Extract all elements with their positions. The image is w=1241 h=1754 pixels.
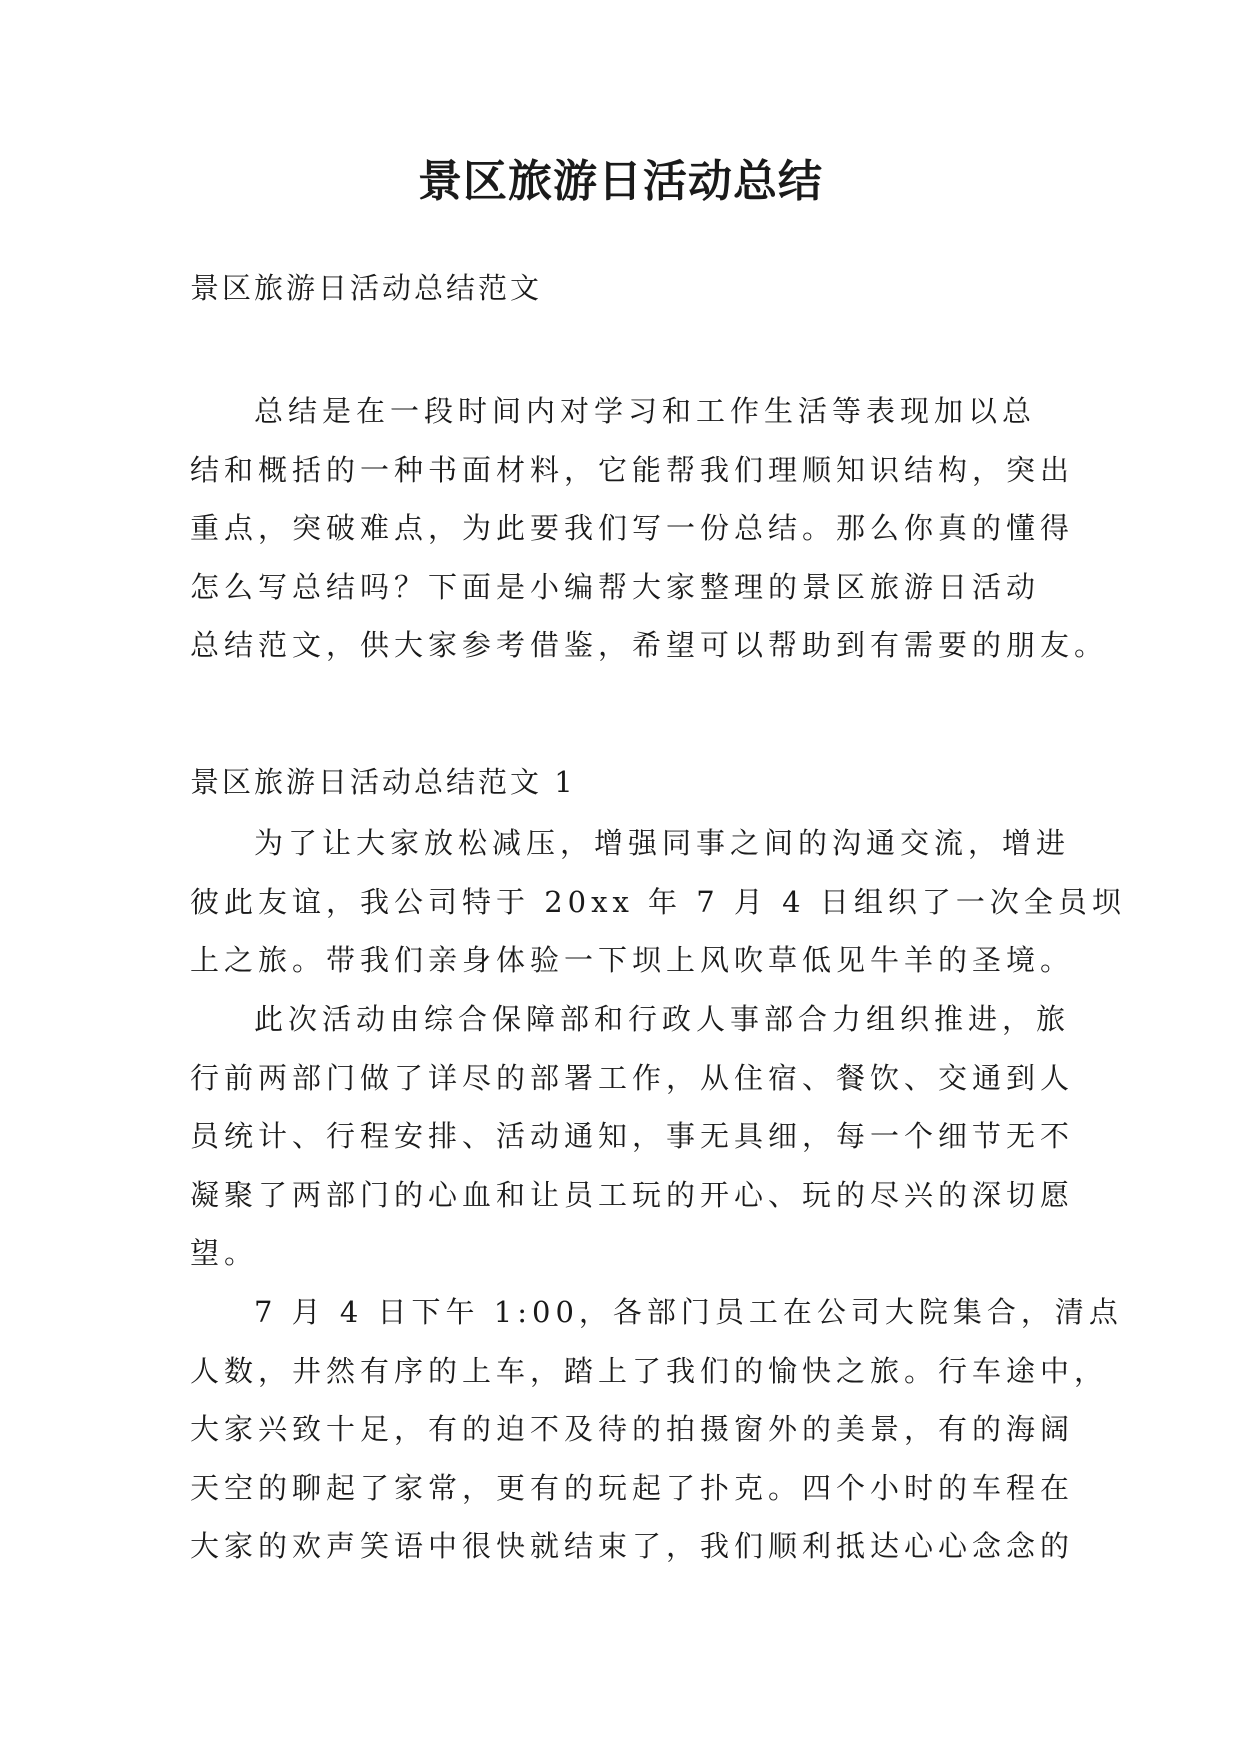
paragraph-2	[190, 990, 1075, 1283]
paragraph-3	[190, 1283, 1123, 1576]
paragraph-line: 为了让大家放松减压，增强同事之间的沟通交流，增进	[254, 826, 1071, 860]
intro-line: 总结是在一段时间内对学习和工作生活等表现加以总	[254, 394, 1037, 428]
paragraph-line: 大家兴致十足，有的迫不及待的拍摄窗外的美景，有的海阔	[190, 1412, 1075, 1446]
paragraph-line: 行前两部门做了详尽的部署工作，从住宿、餐饮、交通到人	[190, 1060, 1075, 1095]
section-heading: 景区旅游日活动总结范文 1	[190, 765, 576, 799]
paragraph-line: 此次活动由综合保障部和行政人事部合力组织推进，旅	[254, 1002, 1071, 1036]
intro-paragraph	[190, 382, 1109, 675]
paragraph-line: 凝聚了两部门的心血和让员工玩的开心、玩的尽兴的深切愿	[190, 1177, 1075, 1212]
document-title: 景区旅游日活动总结	[418, 156, 823, 207]
paragraph-line: 天空的聊起了家常，更有的玩起了扑克。四个小时的车程在	[190, 1470, 1075, 1505]
paragraph-line: 上之旅。带我们亲身体验一下坝上风吹草低见牛羊的圣境。	[190, 943, 1075, 977]
paragraph-line: 7 月 4 日下午 1:00，各部门员工在公司大院集合，清点	[254, 1295, 1123, 1329]
document-subtitle: 景区旅游日活动总结范文	[190, 271, 543, 305]
paragraph-line: 大家的欢声笑语中很快就结束了，我们顺利抵达心心念念的	[190, 1529, 1075, 1563]
paragraph-line: 彼此友谊，我公司特于 20xx 年 7 月 4 日组织了一次全员坝	[190, 884, 1126, 919]
intro-line: 怎么写总结吗？下面是小编帮大家整理的景区旅游日活动	[190, 569, 1041, 604]
intro-line: 总结范文，供大家参考借鉴，希望可以帮助到有需要的朋友。	[190, 628, 1109, 662]
intro-line: 重点，突破难点，为此要我们写一份总结。那么你真的懂得	[190, 511, 1075, 545]
paragraph-line: 人数，井然有序的上车，踏上了我们的愉快之旅。行车途中，	[190, 1353, 1109, 1388]
paragraph-1	[190, 814, 1126, 990]
paragraph-line: 员统计、行程安排、活动通知，事无具细，每一个细节无不	[190, 1119, 1075, 1153]
intro-line: 结和概括的一种书面材料，它能帮我们理顺知识结构，突出	[190, 452, 1075, 487]
paragraph-line: 望。	[190, 1236, 259, 1270]
